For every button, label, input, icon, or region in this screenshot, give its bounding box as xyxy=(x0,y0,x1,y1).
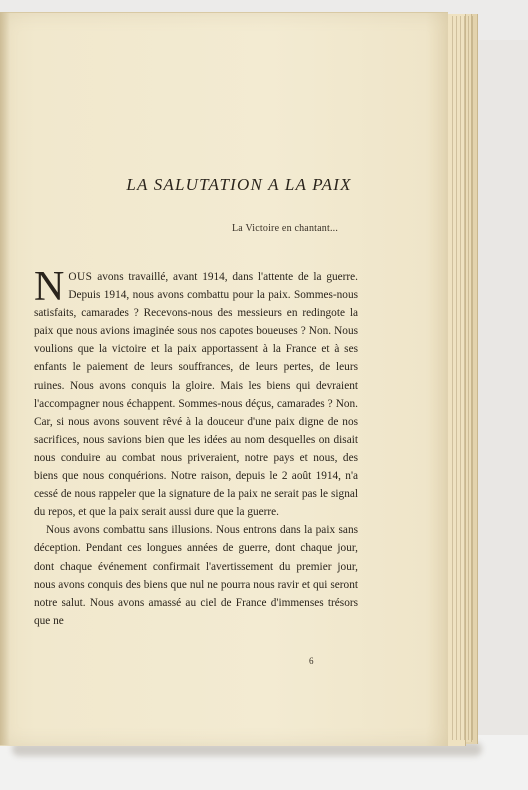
page-number: 6 xyxy=(309,656,314,666)
body-text xyxy=(34,264,358,630)
paragraph-1-text: avons travaillé, avant 1914, dans l'attente de la guerre. Depuis 1914, nous avons combattu pour la paix. Sommes-nous satisfaits, camarades ? Recevons-nous des messieurs en redingote la paix que nous avions imaginée sous nos capotes boueuses ? Non. Nous voulions que la victoire et la paix apportassent à la France et à ses enfants le paiement de leurs souffrances, de leurs pertes, de leurs ruines. Nous avons conquis la gloire. Mais les biens qui devraient l'accompagner nous échappent. Sommes-nous déçus, camarades ? Non. Car, si nous avons souvent rêvé à la douceur d'une paix digne de nos sacrifices, nous savions bien que les idées au nom desquelles on disait nous conduire au combat nous priveraient, notre pays et nous, des biens que nous conquérions. Notre raison, depuis le 2 août 1914, n'a cessé de nous rappeler que la signature de la paix ne serait pas le signal du repos, et que la paix serait aussi dure que la guerre. xyxy=(34,271,358,519)
drop-cap: N xyxy=(34,264,65,310)
book-gutter xyxy=(0,12,10,745)
epigraph: La Victoire en chantant... xyxy=(232,223,339,234)
page-stack-texture xyxy=(452,16,474,740)
chapter-title: LA SALUTATION A LA PAIX xyxy=(126,175,352,194)
paragraph-2: Nous avons combattu sans illusions. Nous entrons dans la paix sans déception. Pendant ces longues années de guerre, dont chaque jour, dont chaque événement confirmait l'avertissement du premier jour, nous avons conquis des biens que nul ne pourra nous ravir et qui seront notre salut. Nous avons amassé au ciel de France d'immenses trésors que ne xyxy=(34,524,358,627)
first-word: OUS xyxy=(68,271,93,283)
paragraph-1 xyxy=(34,264,358,521)
